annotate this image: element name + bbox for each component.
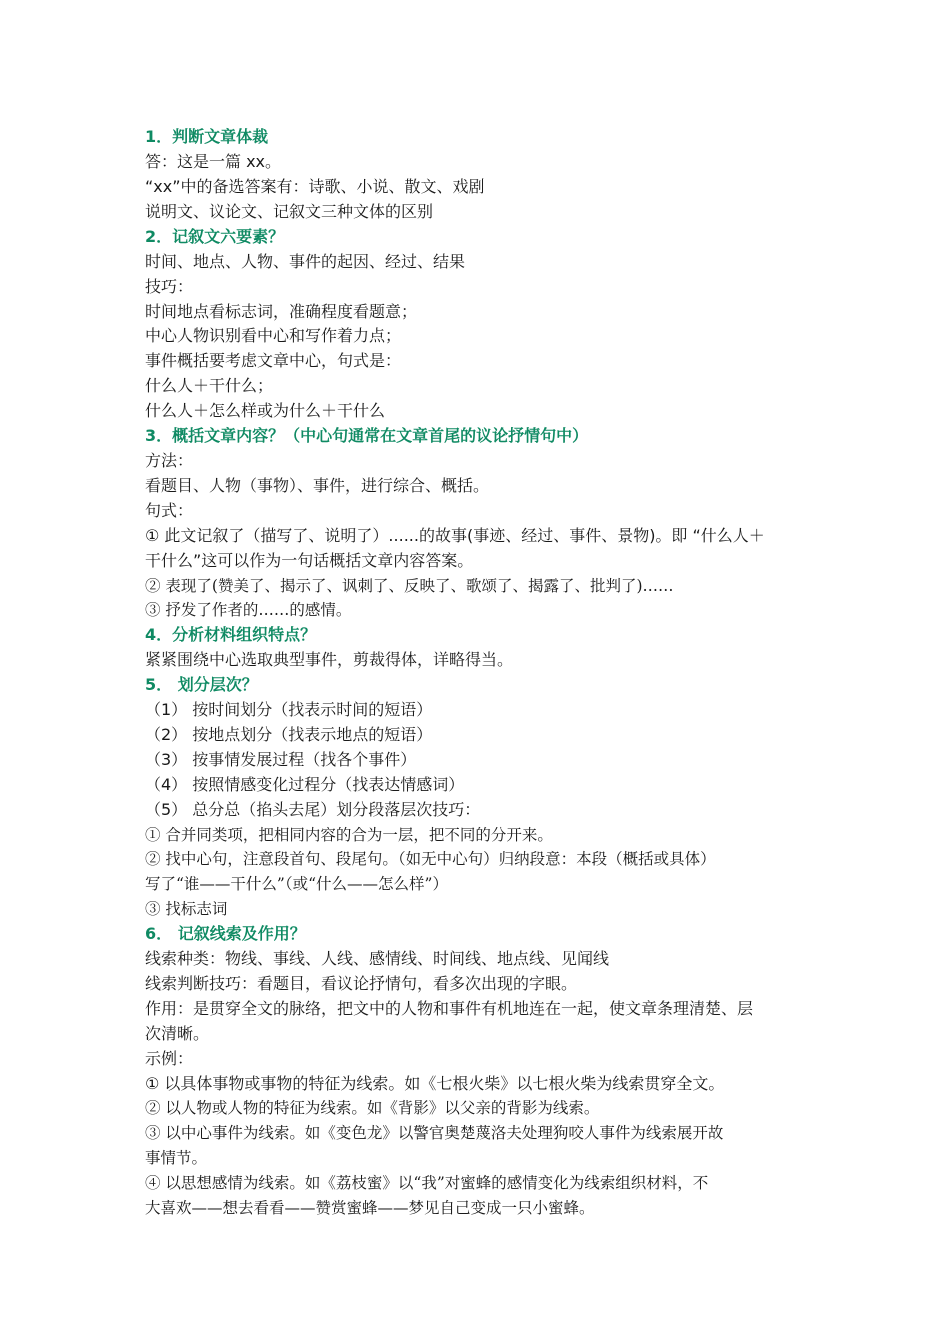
text-line: 作用：是贯穿全文的脉络，把文中的人物和事件有机地连在一起，使文章条理清楚、层 [145, 999, 754, 1018]
heading-six-elements: 2．记叙文六要素？ [145, 227, 285, 246]
text-line: 干什么”这可以作为一句话概括文章内容答案。 [145, 551, 474, 570]
text-line: “xx”中的备选答案有：诗歌、小说、散文、戏剧 [145, 177, 485, 196]
text-line: ① 合并同类项，把相同内容的合为一层，把不同的分开来。 [145, 826, 553, 844]
text-line: 答：这是一篇 xx。 [145, 152, 282, 171]
text-line: 线索判断技巧：看题目，看议论抒情句，看多次出现的字眼。 [145, 974, 578, 993]
text-line: 次清晰。 [145, 1024, 210, 1043]
text-line: 方法： [145, 451, 194, 470]
list-item: （4） 按照情感变化过程分（找表达情感词） [145, 775, 465, 794]
text-line: 线索种类：物线、事线、人线、感情线、时间线、地点线、见闻线 [145, 949, 610, 968]
text-line: 看题目、人物（事物）、事件，进行综合、概括。 [145, 476, 490, 495]
text-line: ① 以具体事物或事物的特征为线索。如《七根火柴》以七根火柴为线索贯穿全文。 [145, 1074, 725, 1093]
text-line: 事件概括要考虑文章中心，句式是： [145, 351, 402, 370]
text-line: ② 表现了(赞美了、揭示了、讽刺了、反映了、歌颂了、揭露了、批判了)…… [145, 577, 674, 595]
text-line: ④ 以思想感情为线索。如《荔枝蜜》以“我”对蜜蜂的感情变化为线索组织材料，不 [145, 1174, 709, 1192]
text-line: ② 以人物或人物的特征为线索。如《背影》以父亲的背影为线索。 [145, 1099, 600, 1117]
text-line: 什么人＋干什么； [145, 376, 274, 395]
heading-genre: 1．判断文章体裁 [145, 127, 269, 146]
text-line: ③ 以中心事件为线索。如《变色龙》以警官奥楚蔑洛夫处理狗咬人事件为线索展开故 [145, 1124, 724, 1142]
text-line: 写了“谁——干什么”（或“什么——怎么样”） [145, 875, 448, 893]
list-item: （5） 总分总（掐头去尾）划分段落层次技巧： [145, 800, 481, 819]
text-line: 什么人＋怎么样或为什么＋干什么 [145, 401, 386, 420]
text-line: 说明文、议论文、记叙文三种文体的区别 [145, 202, 434, 221]
text-line: ③ 抒发了作者的……的感情。 [145, 601, 352, 619]
text-line: 紧紧围绕中心选取典型事件，剪裁得体，详略得当。 [145, 650, 514, 669]
list-item: （3） 按事情发展过程（找各个事件） [145, 750, 417, 769]
text-line: ③ 找标志词 [145, 900, 228, 918]
list-item: （1） 按时间划分（找表示时间的短语） [145, 700, 433, 719]
heading-narrative-clues: 6． 记叙线索及作用？ [145, 924, 306, 943]
text-line: ① 此文记叙了（描写了、说明了）......的故事(事迹、经过、事件、景物)。即 “什么人＋ [145, 526, 765, 545]
text-line: 事情节。 [145, 1149, 208, 1167]
list-item: （2） 按地点划分（找表示地点的短语） [145, 725, 433, 744]
text-line: 技巧： [145, 277, 194, 296]
text-line: 中心人物识别看中心和写作着力点； [145, 326, 402, 345]
text-line: 示例： [145, 1049, 194, 1068]
text-line: 句式： [145, 501, 194, 520]
heading-divide-levels: 5． 划分层次？ [145, 675, 258, 694]
text-line: 大喜欢——想去看看——赞赏蜜蜂——梦见自己变成一只小蜜蜂。 [145, 1199, 595, 1217]
text-line: 时间地点看标志词，准确程度看题意； [145, 302, 418, 321]
text-line: 时间、地点、人物、事件的起因、经过、结果 [145, 252, 466, 271]
heading-material-organization: 4．分析材料组织特点？ [145, 625, 317, 644]
text-line: ② 找中心句，注意段首句、段尾句。（如无中心句）归纳段意：本段（概括或具体） [145, 850, 716, 868]
heading-summarize-content: 3．概括文章内容？（中心句通常在文章首尾的议论抒情句中） [145, 426, 589, 445]
